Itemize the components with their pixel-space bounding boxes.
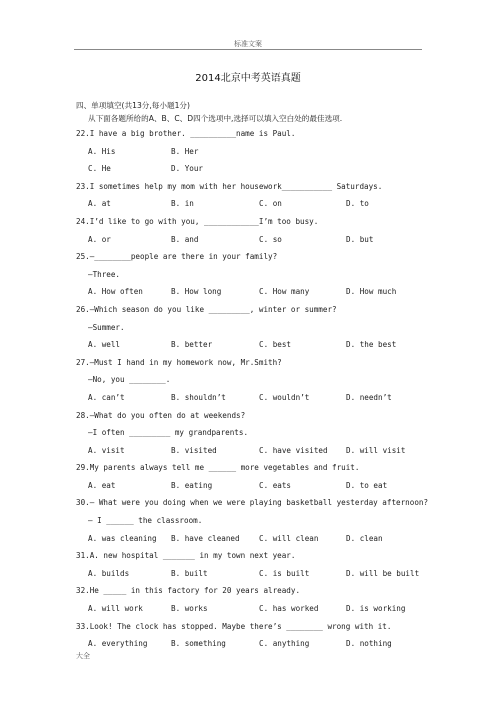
- options-row: [76, 565, 436, 583]
- answer-option: D. is working: [346, 604, 406, 614]
- answer-option: B. have cleaned: [171, 533, 240, 543]
- page-title: 2014北京中考英语真题: [195, 73, 301, 84]
- question-stem: 27.—Must I hand in my homework now, Mr.Smith?: [76, 357, 282, 367]
- answer-option: B. something: [171, 639, 226, 649]
- answer-option: D. the best: [346, 340, 397, 350]
- answer-option: C. He: [88, 164, 111, 174]
- answer-option: B. built: [171, 568, 208, 578]
- answer-option: A. His: [88, 146, 116, 156]
- answer-option: B. eating: [171, 480, 213, 490]
- questions-container: [76, 125, 436, 653]
- question-stem: 33.Look! The clock has stopped. Maybe there’s ________ wrong with it.: [76, 621, 392, 631]
- answer-option: A. How often: [88, 287, 143, 297]
- question-response: — I ______ the classroom.: [88, 516, 203, 526]
- section-instruction: 从下面各题所给的A、B、C、D四个选项中,选择可以填入空白处的最佳选项.: [88, 114, 343, 123]
- answer-option: C. wouldn’t: [259, 392, 310, 402]
- answer-option: B. and: [171, 234, 199, 244]
- options-row: [76, 336, 436, 354]
- answer-option: B. shouldn’t: [171, 392, 226, 402]
- answer-option: D. will visit: [346, 445, 406, 455]
- answer-option: B. Her: [171, 146, 199, 156]
- answer-option: A. will work: [88, 604, 143, 614]
- options-row: [76, 442, 436, 460]
- question-stem: 22.I have a big brother. __________name is Paul.: [76, 129, 296, 138]
- answer-option: C. best: [259, 340, 292, 350]
- answer-option: C. anything: [259, 639, 310, 649]
- answer-option: C. is built: [259, 568, 310, 578]
- answer-option: C. How many: [259, 287, 310, 297]
- answer-option: A. visit: [88, 445, 125, 455]
- answer-option: D. needn’t: [346, 392, 392, 402]
- answer-option: C. eats: [259, 480, 292, 490]
- options-row: [76, 477, 436, 495]
- question-stem: 26.—Which season do you like _________, winter or summer?: [76, 304, 337, 314]
- answer-option: C. has worked: [259, 604, 319, 614]
- answer-option: B. visited: [171, 445, 217, 455]
- page-footer: 大全: [76, 652, 90, 660]
- question-stem: 31.A. new hospital _______ in my town next year.: [76, 551, 296, 561]
- question-list: [76, 100, 436, 653]
- answer-option: A. builds: [88, 568, 130, 578]
- answer-option: D. to eat: [346, 480, 388, 490]
- answer-option: A. everything: [88, 639, 148, 649]
- question-stem: 25.—________people are there in your family?: [76, 252, 278, 262]
- answer-option: C. so: [259, 234, 282, 244]
- answer-option: C. have visited: [259, 445, 328, 455]
- answer-option: A. at: [88, 199, 111, 209]
- question-stem: 23.I sometimes help my mom with her housework___________ Saturdays.: [76, 181, 383, 191]
- options-row: [76, 160, 436, 178]
- answer-option: A. or: [88, 234, 111, 244]
- header-divider: [74, 49, 422, 50]
- question-stem: 29.My parents always tell me ______ more vegetables and fruit.: [76, 463, 360, 473]
- answer-option: D. nothing: [346, 639, 392, 649]
- question-response: —I often _________ my grandparents.: [88, 428, 249, 438]
- answer-option: D. Your: [171, 164, 204, 174]
- options-row: [76, 143, 436, 161]
- answer-option: A. eat: [88, 480, 116, 490]
- options-row: [76, 635, 436, 653]
- answer-option: A. was cleaning: [88, 533, 157, 543]
- answer-option: B. better: [171, 340, 213, 350]
- answer-option: C. on: [259, 199, 282, 209]
- answer-option: D. will be built: [346, 568, 420, 578]
- question-stem: 24.I’d like to go with you, ____________I’m too busy.: [76, 216, 319, 226]
- page-header: 标准文案: [234, 40, 262, 48]
- options-row: [76, 283, 436, 301]
- question-response: —No, you ________.: [88, 375, 171, 385]
- answer-option: A. well: [88, 340, 121, 350]
- options-row: [76, 195, 436, 213]
- options-row: [76, 530, 436, 548]
- answer-option: B. How long: [171, 287, 222, 297]
- question-response: —Three.: [88, 269, 121, 279]
- answer-option: D. to: [346, 199, 369, 209]
- options-row: [76, 600, 436, 618]
- question-stem: 32.He _____ in this factory for 20 years already.: [76, 586, 301, 596]
- answer-option: D. clean: [346, 533, 383, 543]
- question-stem: 30.— What were you doing when we were playing basketball yesterday afternoon?: [76, 498, 429, 508]
- options-row: [76, 389, 436, 407]
- answer-option: D. How much: [346, 287, 397, 297]
- options-row: [76, 231, 436, 249]
- answer-option: D. but: [346, 234, 374, 244]
- answer-option: A. can’t: [88, 392, 125, 402]
- question-stem: 28.—What do you often do at weekends?: [76, 410, 246, 420]
- answer-option: B. works: [171, 604, 208, 614]
- question-response: —Summer.: [88, 322, 125, 332]
- answer-option: B. in: [171, 199, 194, 209]
- answer-option: C. will clean: [259, 533, 319, 543]
- section-heading: 四、单项填空(共13分,每小题1分): [76, 101, 190, 110]
